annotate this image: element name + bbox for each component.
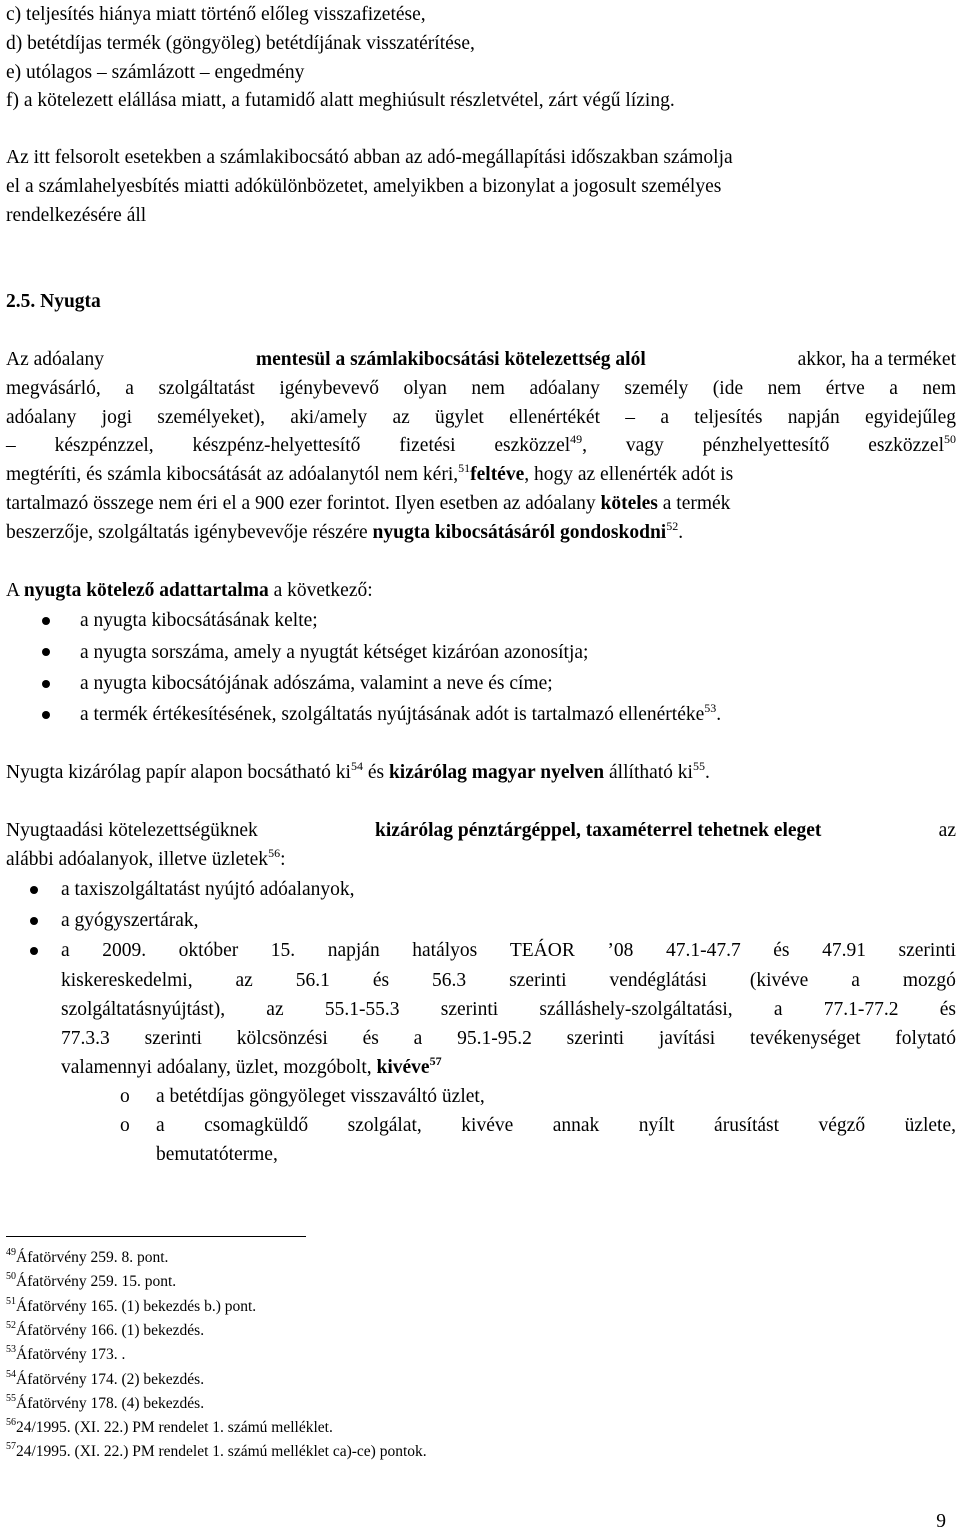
sub-list-item: a betétdíjas göngyöleget visszaváltó üzlet, xyxy=(156,1086,485,1107)
bullet-icon xyxy=(42,617,50,625)
teaor-line xyxy=(61,1056,442,1080)
word: és xyxy=(362,1028,379,1049)
word: október xyxy=(178,940,239,961)
paper-only-line xyxy=(6,761,710,785)
word: és xyxy=(939,999,956,1020)
footnote-number: 57 xyxy=(6,1441,16,1453)
word: szerinti xyxy=(144,1028,202,1049)
word: a xyxy=(413,1028,423,1049)
bullet-icon xyxy=(30,917,38,925)
paragraph-line xyxy=(6,492,730,516)
list-item-f: f) a kötelezett elállása miatt, a futamidő alatt meghiúsult részletvétel, zárt végű lízing. xyxy=(6,90,675,111)
text-run: állítható ki xyxy=(609,762,693,783)
word: 56.1 xyxy=(295,970,330,991)
word: annak xyxy=(552,1115,600,1136)
word: 2009. xyxy=(102,940,147,961)
text-run: tartalmazó összege nem éri el a 900 ezer forintot. Ilyen esetben az adóalany xyxy=(6,493,596,514)
footnote-text: 24/1995. (XI. 22.) PM rendelet 1. számú melléklet ca)-ce) pontok. xyxy=(16,1443,427,1461)
footnote xyxy=(6,1442,427,1462)
word: szerinti xyxy=(566,1028,625,1049)
footnote-ref[interactable]: 54 xyxy=(350,759,363,773)
footnote-number: 56 xyxy=(6,1417,16,1429)
text-run: Nyugtaadási kötelezettségüknek xyxy=(6,820,258,841)
bold-text: nyugta kötelező adattartalma xyxy=(23,580,269,601)
footnote-text: Áfatörvény 173. . xyxy=(16,1346,126,1364)
teaor-line xyxy=(61,1027,956,1051)
word: és xyxy=(372,970,390,991)
footnote-separator xyxy=(6,1236,306,1237)
paragraph-line xyxy=(6,434,956,458)
bold-text: feltéve xyxy=(470,464,525,485)
page-number: 9 xyxy=(936,1511,946,1532)
text-run: a termék értékesítésének, szolgáltatás nyújtásának adót is tartalmazó ellenértéke xyxy=(80,704,705,725)
text-run: Nyugta kizárólag papír alapon bocsátható ki xyxy=(6,762,351,783)
paragraph-line: rendelkezésére áll xyxy=(6,205,147,226)
word: szolgálat, xyxy=(347,1115,422,1136)
word: szerinti xyxy=(898,940,956,961)
bold-text: köteles xyxy=(600,493,658,514)
word: mozgó xyxy=(902,970,956,991)
sub-bullet-icon: o xyxy=(120,1115,130,1136)
text-run: valamennyi adóalany, üzlet, mozgóbolt, xyxy=(61,1057,372,1078)
paragraph-line xyxy=(6,463,733,487)
content-intro xyxy=(6,579,373,603)
bullet-icon xyxy=(42,711,50,719)
footnote-ref[interactable]: 55 xyxy=(692,759,705,773)
list-item: a nyugta sorszáma, amely a nyugtát kétséget kizáróan azonosítja; xyxy=(80,642,589,663)
footnote-text: Áfatörvény 259. 15. pont. xyxy=(16,1273,177,1291)
text-run: akkor, ha a terméket xyxy=(797,349,956,370)
teaor-line xyxy=(61,939,956,963)
footnote-ref[interactable]: 56 xyxy=(268,846,281,860)
paragraph-line xyxy=(6,848,285,872)
paragraph-line xyxy=(6,819,956,843)
footnote-text: Áfatörvény 259. 8. pont. xyxy=(16,1249,169,1266)
bold-text: kivéve xyxy=(376,1057,430,1078)
section-heading: 2.5. Nyugta xyxy=(6,291,101,312)
footnote-text: 24/1995. (XI. 22.) PM rendelet 1. számú melléklet. xyxy=(16,1419,333,1437)
word: végző xyxy=(818,1115,866,1136)
footnote-ref[interactable]: 49 xyxy=(570,432,583,446)
text-run: . xyxy=(716,704,722,725)
list-item: a nyugta kibocsátójának adószáma, valamint a neve és címe; xyxy=(80,673,553,694)
word: napján xyxy=(327,940,380,961)
word: üzlete, xyxy=(904,1115,956,1136)
footnote-text: Áfatörvény 178. (4) bekezdés. xyxy=(16,1394,205,1412)
text-run: , vagy pénzhelyettesítő eszközzel xyxy=(582,435,945,456)
word: a xyxy=(773,999,783,1020)
text-run: alábbi adóalanyok, illetve üzletek xyxy=(6,849,269,870)
footnote xyxy=(6,1370,204,1390)
word: 15. xyxy=(270,940,296,961)
paragraph-line xyxy=(6,348,956,372)
text-run: Az adóalany xyxy=(6,349,104,370)
word: folytató xyxy=(895,1028,956,1049)
footnote xyxy=(6,1272,176,1292)
teaor-line xyxy=(61,998,956,1022)
sub-bullet-icon: o xyxy=(120,1086,130,1107)
footnote-ref[interactable]: 50 xyxy=(944,432,957,446)
sub-list-item xyxy=(156,1114,956,1138)
footnote xyxy=(6,1345,125,1365)
word: szolgáltatásnyújtást), xyxy=(61,999,226,1020)
word: javítási xyxy=(658,1028,716,1049)
paragraph-line: megvásárló, a szolgáltatást igénybevevő olyan nem adóalany személy (ide nem értve a nem xyxy=(6,378,956,399)
bullet-icon xyxy=(30,886,38,894)
bold-text: kizárólag pénztárgéppel, taxaméterrel tehetnek eleget xyxy=(375,820,822,841)
text-run: . xyxy=(704,762,710,783)
list-item-c: c) teljesítés hiánya miatt történő előleg visszafizetése, xyxy=(6,4,426,25)
word: ’08 xyxy=(607,940,634,961)
paragraph-line: el a számlahelyesbítés miatti adókülönbözetet, amelyikben a bizonylat a jogosult személyes xyxy=(6,176,722,197)
word: az xyxy=(235,970,253,991)
word: 47.1-47.7 xyxy=(665,940,741,961)
footnote-number: 52 xyxy=(6,1319,16,1331)
list-item-e: e) utólagos – számlázott – engedmény xyxy=(6,62,305,83)
word: 77.1-77.2 xyxy=(823,999,899,1020)
footnote xyxy=(6,1321,204,1341)
list-item-d: d) betétdíjas termék (göngyöleg) betétdíjának visszatérítése, xyxy=(6,33,475,54)
word: szerinti xyxy=(440,999,499,1020)
list-item: a nyugta kibocsátásának kelte; xyxy=(80,610,318,631)
text-run: A xyxy=(6,580,20,601)
word: a xyxy=(61,940,70,961)
footnote-text: Áfatörvény 166. (1) bekezdés. xyxy=(16,1321,205,1339)
word: 56.3 xyxy=(432,970,467,991)
footnote xyxy=(6,1418,333,1438)
paragraph-line xyxy=(6,521,683,545)
footnote-number: 49 xyxy=(6,1247,16,1258)
footnote-text: Áfatörvény 174. (2) bekezdés. xyxy=(16,1370,205,1388)
word: tevékenységet xyxy=(750,1028,861,1049)
text-run: . xyxy=(678,522,684,543)
footnote xyxy=(6,1394,204,1414)
text-run: : xyxy=(280,849,286,870)
text-run: az xyxy=(938,820,956,841)
footnote-number: 55 xyxy=(6,1392,16,1404)
footnote-number: 50 xyxy=(6,1271,16,1283)
footnote-number: 51 xyxy=(6,1295,16,1307)
word: csomagküldő xyxy=(204,1115,309,1136)
bold-text: mentesül a számlakibocsátási kötelezettség alól xyxy=(255,349,646,370)
paragraph-line: Az itt felsorolt esetekben a számlakibocsátó abban az adó-megállapítási időszakban számolja xyxy=(6,147,733,168)
text-run: a következő: xyxy=(273,580,373,601)
bullet-icon xyxy=(30,947,38,955)
word: árusítást xyxy=(714,1115,780,1136)
footnote-ref[interactable]: 52 xyxy=(666,519,679,533)
text-run: , hogy az ellenérték adót is xyxy=(524,464,734,485)
word: az xyxy=(266,999,284,1020)
footnote-ref[interactable]: 53 xyxy=(704,701,717,715)
text-run: a termék xyxy=(662,493,731,514)
word: kivéve xyxy=(461,1115,514,1136)
sub-list-item: bemutatóterme, xyxy=(156,1144,278,1165)
word: 47.91 xyxy=(822,940,866,961)
teaor-line xyxy=(61,969,956,993)
bullet-icon xyxy=(42,648,50,656)
bullet-icon xyxy=(42,680,50,688)
word: 77.3.3 xyxy=(61,1028,110,1049)
bold-text: kizárólag magyar nyelven xyxy=(388,762,605,783)
word: kiskereskedelmi, xyxy=(61,970,193,991)
text-run: és xyxy=(362,762,385,783)
word: 95.1-95.2 xyxy=(457,1028,532,1049)
text-run: beszerzője, szolgáltatás igénybevevője részére xyxy=(6,522,368,543)
word: TEÁOR xyxy=(509,940,575,961)
word: és xyxy=(773,940,790,961)
footnote xyxy=(6,1248,168,1268)
list-item: a taxiszolgáltatást nyújtó adóalanyok, xyxy=(61,879,355,900)
paragraph-line: adóalany jogi személyeket), aki/amely az ügylet ellenértékét – a teljesítés napján egyidejűleg xyxy=(6,407,956,428)
word: hatályos xyxy=(412,940,478,961)
word: (kivéve xyxy=(749,970,809,991)
word: szerinti xyxy=(509,970,567,991)
word: szálláshely-szolgáltatási, xyxy=(539,999,733,1020)
word: nyílt xyxy=(638,1115,675,1136)
word: a xyxy=(156,1115,165,1136)
text-run: – készpénzzel, készpénz-helyettesítő fizetési eszközzel xyxy=(6,435,571,456)
footnote-text: Áfatörvény 165. (1) bekezdés b.) pont. xyxy=(16,1297,257,1315)
word: 55.1-55.3 xyxy=(324,999,400,1020)
footnote xyxy=(6,1297,256,1317)
list-item xyxy=(80,703,721,727)
list-item: a gyógyszertárak, xyxy=(61,910,199,931)
footnote-number: 54 xyxy=(6,1368,16,1380)
footnote-ref[interactable]: 57 xyxy=(429,1054,442,1068)
text-run: megtéríti, és számla kibocsátását az adóalanytól nem kéri, xyxy=(6,464,459,485)
word: vendéglátási xyxy=(609,970,707,991)
footnote-ref[interactable]: 51 xyxy=(458,461,471,475)
footnote-number: 53 xyxy=(6,1344,16,1356)
word: kölcsönzési xyxy=(236,1028,328,1049)
word: a xyxy=(851,970,860,991)
bold-text: nyugta kibocsátásáról gondoskodni xyxy=(372,522,667,543)
